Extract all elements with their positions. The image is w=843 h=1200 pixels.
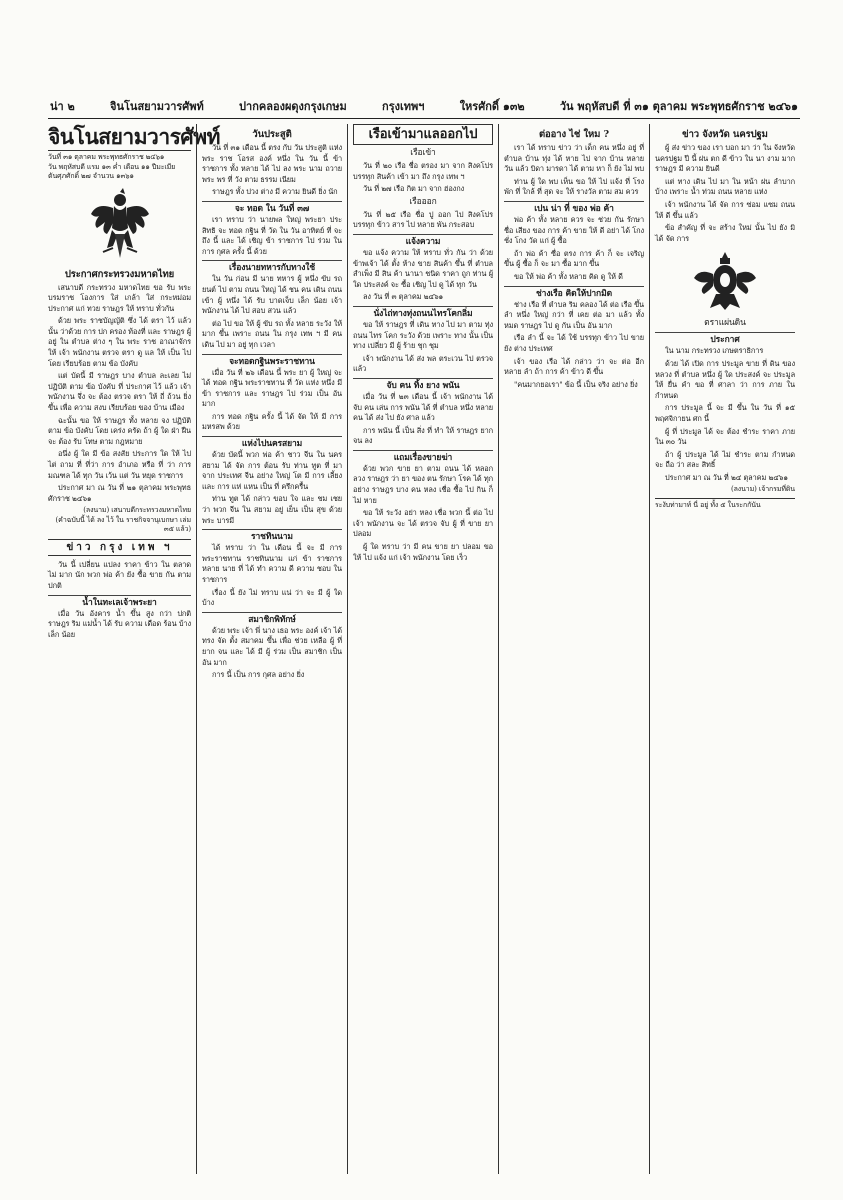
paragraph: ราษฎร ทั้ง ปวง ต่าง มี ความ ยินดี ยิ่ง นัก <box>212 187 338 197</box>
paragraph: ผู้ ที่ ประมูล ได้ จะ ต้อง ชำระ ราคา ภาย ใน ๓๐ วัน <box>655 426 795 447</box>
article-heading: แถมเรื่องขายฆ่า <box>353 450 493 464</box>
paragraph: เมื่อ วัน ที่ ๒๖ เดือน นี้ พระ ยา ผู้ ใหญ่ จะ ได้ ทอด กฐิน พระราชทาน ที่ วัด แห่ง หนึ่ง มี ข้า ราชการ และ ราษฎร ไป ร่วม เป็น อัน มาก <box>202 367 342 409</box>
paragraph: ข้อ สำคัญ ที่ จะ สร้าง ใหม่ นั้น ไป ยัง มิ ได้ จัด การ <box>655 223 795 243</box>
paragraph: วัน ที่ ๓๑ เดือน นี้ ตรง กับ วัน ประสูติ แห่ง พระ ราช โอรส องค์ หนึ่ง ใน วัน นี้ ข้า ราชการ ทั้ง หลาย ได้ ไป ลง พระ นาม ถวาย พระ พร ที่ วัง ตาม ธรรม เนียม <box>202 143 342 184</box>
article-heading: เรื่องนายทหารกับทางใช้ <box>202 260 342 274</box>
announcement-heading: ประกาศกระทรวงมหาดไทย <box>64 268 175 280</box>
publication-note: (คำฉบับนี้ ได้ ลง ไว้ ใน ราชกิจจานุเบกษา เล่ม ๓๕ แล้ว) <box>55 515 191 534</box>
columns <box>48 124 800 1174</box>
column-5 <box>649 124 800 1174</box>
page-header <box>48 96 800 119</box>
article-heading: ราชทินนาม <box>202 529 342 543</box>
column-4 <box>498 124 649 1174</box>
seal-label: ตราแผ่นดิน <box>704 318 746 329</box>
article-heading: สมาชิกพิทักษ์ <box>202 612 342 626</box>
meta-line: ตันศุภศักดิ์ ๒๗ จำนวน ๑๓๖๑ <box>48 172 134 180</box>
office-location: ปากคลองผดุงกรุงเกษม <box>239 100 347 113</box>
paragraph: การ ทอด กฐิน ครั้ง นี้ ได้ จัด ให้ มี การ มหรสพ ด้วย <box>202 411 342 432</box>
paragraph: เจ้า พนักงาน ได้ จัด การ ซ่อม แซม ถนน ให้ ดี ขึ้น แล้ว <box>655 199 795 220</box>
article-heading: จับ คน ทิ้ง ยาง พนัน <box>353 378 493 392</box>
paragraph: ต่อ ไป ขอ ให้ ผู้ ขับ รถ ทั้ง หลาย ระวัง ให้ มาก ขึ้น เพราะ ถนน ใน กรุง เทพ ฯ มี คน เดิน ไป มา อยู่ ทุก เวลา <box>202 318 342 349</box>
shipping-subheading: เรือออก <box>409 196 437 207</box>
paragraph: การ พนัน นี้ เป็น สิ่ง ที่ ทำ ให้ ราษฎร ยาก จน ลง <box>353 425 493 446</box>
paragraph: ด้วย ได้ เปิด การ ประมูล ขาย ที่ ดิน ของ หลวง ที่ ตำบล หนึ่ง ผู้ ใด ประสงค์ จะ ประมูล ให้ ยื่น คำ ขอ ที่ ศาลา ว่า การ ภาย ใน กำหนด <box>655 358 795 400</box>
paragraph: วัน ที่ ๒๕ เรือ ชื่อ ปู ออก ไป สิงคโปร บรรทุก ข้าว สาร ไป หลาย พัน กระสอบ <box>353 209 493 230</box>
column-1 <box>48 124 220 1174</box>
subheading: น้ำในทะเลเจ้าพระยา <box>48 595 191 609</box>
paragraph: ขอ แจ้ง ความ ให้ ทราบ ทั่ว กัน ว่า ด้วย ข้าพเจ้า ได้ ตั้ง ห้าง ขาย สินค้า ขึ้น ที่ ตำบล สำเพ็ง มี สิน ค้า นานา ชนิด ราคา ถูก ท่าน ผู้ ใด ประสงค์ จะ ซื้อ เชิญ ไป ดู ได้ ทุก วัน <box>353 247 493 289</box>
paper-name: จินโนสยามวารศัพท์ <box>110 100 204 113</box>
page-number: น่า ๒ <box>50 100 75 113</box>
newspaper-page <box>48 96 800 1176</box>
city-name: กรุงเทพฯ <box>382 100 425 113</box>
paragraph: วัน ที่ ๒๐ เรือ ชื่อ ตรอง มา จาก สิงคโปร บรรทุก สินค้า เข้า มา ถึง กรุง เทพ ฯ <box>353 161 493 181</box>
masthead-meta <box>48 153 191 182</box>
article-heading: ข่าว จังหวัด นครปฐม <box>682 129 768 140</box>
paragraph: ด้วย พวก ขาย ยา ตาม ถนน ได้ หลอก ลวง ราษฎร ว่า ยา ของ ตน รักษา โรค ได้ ทุก อย่าง ราษฎร บาง คน หลง เชื่อ ซื้อ ไป กิน ก็ ไม่ หาย <box>353 463 493 505</box>
paragraph: เรื่อง นี้ ยัง ไม่ ทราบ แน่ ว่า จะ มี ผู้ ใด บ้าง <box>202 587 342 608</box>
signature: (ลงนาม) เสนาบดีกระทรวงมหาดไทย <box>83 506 191 515</box>
article-heading: ต่ออาง ไช่ ใหม ? <box>538 129 610 140</box>
paragraph: ด้วย บัดนี้ พวก พ่อ ค้า ชาว จีน ใน นคร สยาม ได้ จัด การ ต้อน รับ ท่าน ทูต ที่ มา จาก ประเทศ จีน อย่าง ใหญ่ โต มี การ เลี้ยง และ การ แห่ แหน เป็น ที่ ครึกครื้น <box>202 450 342 491</box>
paragraph: ฉะนั้น ขอ ให้ ราษฎร ทั้ง หลาย จง ปฏิบัติ ตาม ข้อ บังคับ โดย เคร่ง ครัด ถ้า ผู้ ใด ฝ่า ฝืน จะ ต้อง รับ โทษ ตาม กฎหมาย <box>48 415 191 446</box>
garuda-emblem <box>48 188 191 260</box>
article-heading: วันประสูติ <box>252 129 292 140</box>
paragraph: ผู้ ส่ง ข่าว ของ เรา บอก มา ว่า ใน จังหวัด นครปฐม ปี นี้ ฝน ตก ดี ข้าว ใน นา งาม มาก ราษฎร มี ความ ยินดี <box>655 143 795 174</box>
article-heading: จะ ทอด ใน วันที่ ๓๗ <box>202 201 342 215</box>
paragraph: การ นี้ เป็น การ กุศล อย่าง ยิ่ง <box>212 670 305 680</box>
paragraph: เมื่อ วัน ที่ ๒๓ เดือน นี้ เจ้า พนักงาน ได้ จับ คน เล่น การ พนัน ได้ ที่ ตำบล หนึ่ง หลาย คน ได้ ส่ง ไป ยัง ศาล แล้ว <box>353 391 493 423</box>
paragraph: เมื่อ วัน อังคาร น้ำ ขึ้น สูง กว่า ปกติ ราษฎร ริม แม่น้ำ ได้ รับ ความ เดือด ร้อน บ้าง เล็ก น้อย <box>48 608 191 639</box>
paragraph: "คนมากยอเรา" ข้อ นี้ เป็น จริง อย่าง ยิ่ง <box>514 379 638 389</box>
column-2 <box>196 124 347 1174</box>
paragraph: ใน นาม กระทรวง เกษตราธิการ <box>665 346 764 356</box>
meta-line: วันที่ ๓๑ ตุลาคม พระพุทธศักราช ๒๔๖๑ <box>48 153 165 161</box>
paragraph: เจ้า ของ เรือ ได้ กล่าว ว่า จะ ต่อ อีก หลาย ลำ ถ้า การ ค้า ข้าว ดี ขึ้น <box>504 356 644 377</box>
meta-line: วัน พฤหัสบดี แรม ๑๓ ค่ำ เดือน ๑๑ ปีมะเมีย <box>48 162 176 171</box>
paragraph: ได้ ทราบ ว่า ใน เดือน นี้ จะ มี การ พระราชทาน ราชทินนาม แก่ ข้า ราชการ หลาย นาย ที่ ได้ ทำ ความ ดี ความ ชอบ ใน ราชการ <box>202 543 342 584</box>
paragraph: เรา ได้ ทราบ ข่าว ว่า เด็ก คน หนึ่ง อยู่ ที่ ตำบล บ้าน ทุ่ง ได้ หาย ไป จาก บ้าน หลาย วัน แล้ว บิดา มารดา ได้ ตาม หา ก็ ยัง ไม่ พบ <box>504 143 644 174</box>
paragraph: ประกาศ มา ณ วัน ที่ ๒๔ ตุลาคม ๒๔๖๑ <box>665 472 788 482</box>
shipping-heading: เรือเข้ามาแลออกไป <box>353 124 493 145</box>
paragraph: เรา ทราบ ว่า นายพล ใหญ่ พระยา ประสิทธิ จะ ทอด กฐิน ที่ วัด ใน วัน อาทิตย์ ที่ จะ ถึง นี้ และ ได้ เชิญ ข้า ราชการ ไป ร่วม ใน การ กุศล ครั้ง นี้ ด้วย <box>202 214 342 256</box>
paragraph: ถ้า พ่อ ค้า ซื่อ ตรง การ ค้า ก็ จะ เจริญ ขึ้น ผู้ ซื้อ ก็ จะ มา ซื้อ มาก ขึ้น <box>504 248 644 269</box>
paragraph: เรือ ลำ นี้ จะ ได้ ใช้ บรรทุก ข้าว ไป ขาย ยัง ต่าง ประเทศ <box>504 333 644 353</box>
paragraph: วัน นี้ เปลี่ยน แปลง ราคา ข้าว ใน ตลาด ไม่ มาก นัก พวก พ่อ ค้า ยัง ซื้อ ขาย กัน ตาม ปกติ <box>48 559 191 591</box>
paragraph: ขอ ให้ พ่อ ค้า ทั้ง หลาย คิด ดู ให้ ดี <box>514 271 623 281</box>
year-label: ใหรศักดิ์ ๑๓๒ <box>459 100 525 113</box>
paragraph: ขอ ให้ ราษฎร ที่ เดิน ทาง ไป มา ตาม ทุ่ง ถนน ไทร โคก ระวัง ด้วย เพราะ ทาง นั้น เป็น ทาง เปลี่ยว มี ผู้ ร้าย ชุก ชุม <box>353 319 493 351</box>
garuda-icon <box>89 188 151 260</box>
paragraph: ประกาศ มา ณ วัน ที่ ๒๑ ตุลาคม พระพุทธศักราช ๒๔๖๑ <box>48 483 191 503</box>
signature: (ลงนาม) เจ้ากรมที่ดิน <box>730 485 795 494</box>
footer-note: ระงับท่ามาท์ นี่ อยู่ ทั้ง ๕ ในระกกันัน <box>655 498 795 510</box>
paragraph: ผู้ ใด ทราบ ว่า มี คน ขาย ยา ปลอม ขอ ให้ ไป แจ้ง แก่ เจ้า พนักงาน โดย เร็ว <box>353 542 493 562</box>
issue-date: วัน พฤหัสบดี ที่ ๓๑ ตุลาคม พระพุทธศักราช ๒๔๖๑ <box>559 100 798 113</box>
paragraph: ช่าง เรือ ที่ ตำบล ริม คลอง ได้ ต่อ เรือ ขึ้น ลำ หนึ่ง ใหญ่ กว่า ที่ เคย ต่อ มา แล้ว ทั้ง หมด ราษฎร ไป ดู กัน เป็น อัน มาก <box>504 299 644 330</box>
paragraph: การ ประมูล นี้ จะ มี ขึ้น ใน วัน ที่ ๑๕ พฤศจิกายน ศก นี้ <box>655 403 795 423</box>
article-heading: เปน น่า ที่ ของ พ่อ ค้า <box>504 201 644 215</box>
paragraph: ด้วย พระ ราชบัญญัติ ซึ่ง ได้ ตรา ไว้ แล้ว นั้น ว่าด้วย การ ปก ครอง ท้องที่ และ ราษฎร ผู้ อยู่ ใน ตำบล ต่าง ๆ ใน พระ ราช อาณาจักร ให้ เจ้า พนักงาน ตรวจ ตรา ดู แล ให้ เป็น ไป โดย เรียบร้อย ตาม ข้อ บังคับ <box>48 316 191 368</box>
coat-of-arms <box>655 250 795 312</box>
article-heading: นั่งไถ่ทางทุ่งถนนไทรโคกลิ่ม <box>353 306 493 320</box>
paragraph: พ่อ ค้า ทั้ง หลาย ควร จะ ช่วย กัน รักษา ชื่อ เสียง ของ การ ค้า ขาย ให้ ดี อย่า ได้ โกง ชั่ง โกง วัด แก่ ผู้ ซื้อ <box>504 214 644 246</box>
paragraph: ด้วย พระ เจ้า พี่ นาง เธอ พระ องค์ เจ้า ได้ ทรง จัด ตั้ง สมาคม ขึ้น เพื่อ ช่วย เหลือ ผู้ ที่ ยาก จน และ ได้ มี ผู้ ร่วม เป็น สมาชิก เป็น อัน มาก <box>202 625 342 667</box>
paragraph: ใน วัน ก่อน มี นาย ทหาร ผู้ หนึ่ง ขับ รถ ยนต์ ไป ตาม ถนน ใหญ่ ได้ ชน คน เดิน ถนน เข้า ผู้ หนึ่ง ได้ รับ บาดเจ็บ เล็ก น้อย เจ้า พนักงาน ได้ ไป สอบ สวน แล้ว <box>202 274 342 316</box>
coat-of-arms-icon <box>690 250 760 312</box>
paragraph: ท่าน ทูต ได้ กล่าว ขอบ ใจ และ ชม เชย ว่า พวก จีน ใน สยาม อยู่ เย็น เป็น สุข ด้วย พระ บารมี <box>202 494 342 525</box>
paragraph: ขอ ให้ ระวัง อย่า หลง เชื่อ พวก นี้ ต่อ ไป เจ้า พนักงาน จะ ได้ ตรวจ จับ ผู้ ที่ ขาย ยา ปลอม <box>353 508 493 539</box>
paragraph: วัน ที่ ๒๗ เรือ กิต มา จาก ฮ่องกง <box>363 184 465 194</box>
article-heading: ประกาศ <box>655 332 795 346</box>
article-heading: จะทอดกฐินพระราชทาน <box>202 354 342 368</box>
article-heading: แห่งไปนครสยาม <box>202 436 342 450</box>
masthead-title: จินโนสยามวารศัพท์ <box>48 124 220 149</box>
paragraph: ถ้า ผู้ ประมูล ได้ ไม่ ชำระ ตาม กำหนด จะ ถือ ว่า สละ สิทธิ์ <box>655 449 795 470</box>
paragraph: อนึ่ง ผู้ ใด มี ข้อ สงสัย ประการ ใด ให้ ไป ไต่ ถาม ที่ ที่ว่า การ อำเภอ หรือ ที่ ว่า การ มณฑล ได้ ทุก วัน เว้น แต่ วัน หยุด ราชการ <box>48 449 191 480</box>
shipping-subheading: เรือเข้า <box>410 148 436 158</box>
column-3 <box>347 124 498 1174</box>
paragraph: ลง วัน ที่ ๓ ตุลาคม ๒๔๖๑ <box>363 292 444 302</box>
paragraph: เจ้า พนักงาน ได้ ส่ง พล ตระเวน ไป ตรวจ แล้ว <box>353 353 493 374</box>
paragraph: เสนาบดี กระทรวง มหาดไทย ขอ รับ พระ บรมราช โองการ ใส่ เกล้า ใส่ กระหม่อม ประกาศ แก่ ทวย ราษฎร ให้ ทราบ ทั่วกัน <box>48 282 191 313</box>
article-heading: แจ้งความ <box>353 234 493 248</box>
section-bar-bangkok-news: ข่าว กรุง เทพ ฯ <box>48 539 191 556</box>
paragraph: ท่าน ผู้ ใด พบ เห็น ขอ ให้ ไป แจ้ง ที่ โรง พัก ที่ ใกล้ ที่ สุด จะ ให้ รางวัล ตาม สม ควร <box>504 176 644 197</box>
article-heading: ช่างเรือ คิดให้ปากมิด <box>504 286 644 300</box>
paragraph: แต่ ทาง เดิน ไป มา ใน หน้า ฝน ลำบาก บ้าง เพราะ น้ำ ท่วม ถนน หลาย แห่ง <box>655 176 795 197</box>
paragraph: แต่ บัดนี้ มี ราษฎร บาง ตำบล ละเลย ไม่ ปฏิบัติ ตาม ข้อ บังคับ ที่ ประกาศ ไว้ แล้ว เจ้า พนักงาน จึ่ง จะ ต้อง ตรวจ ตรา ให้ ถี่ ถ้วน ยิ่ง ขึ้น เพื่อ ความ สงบ เรียบร้อย ของ บ้าน เมือง <box>48 371 191 413</box>
